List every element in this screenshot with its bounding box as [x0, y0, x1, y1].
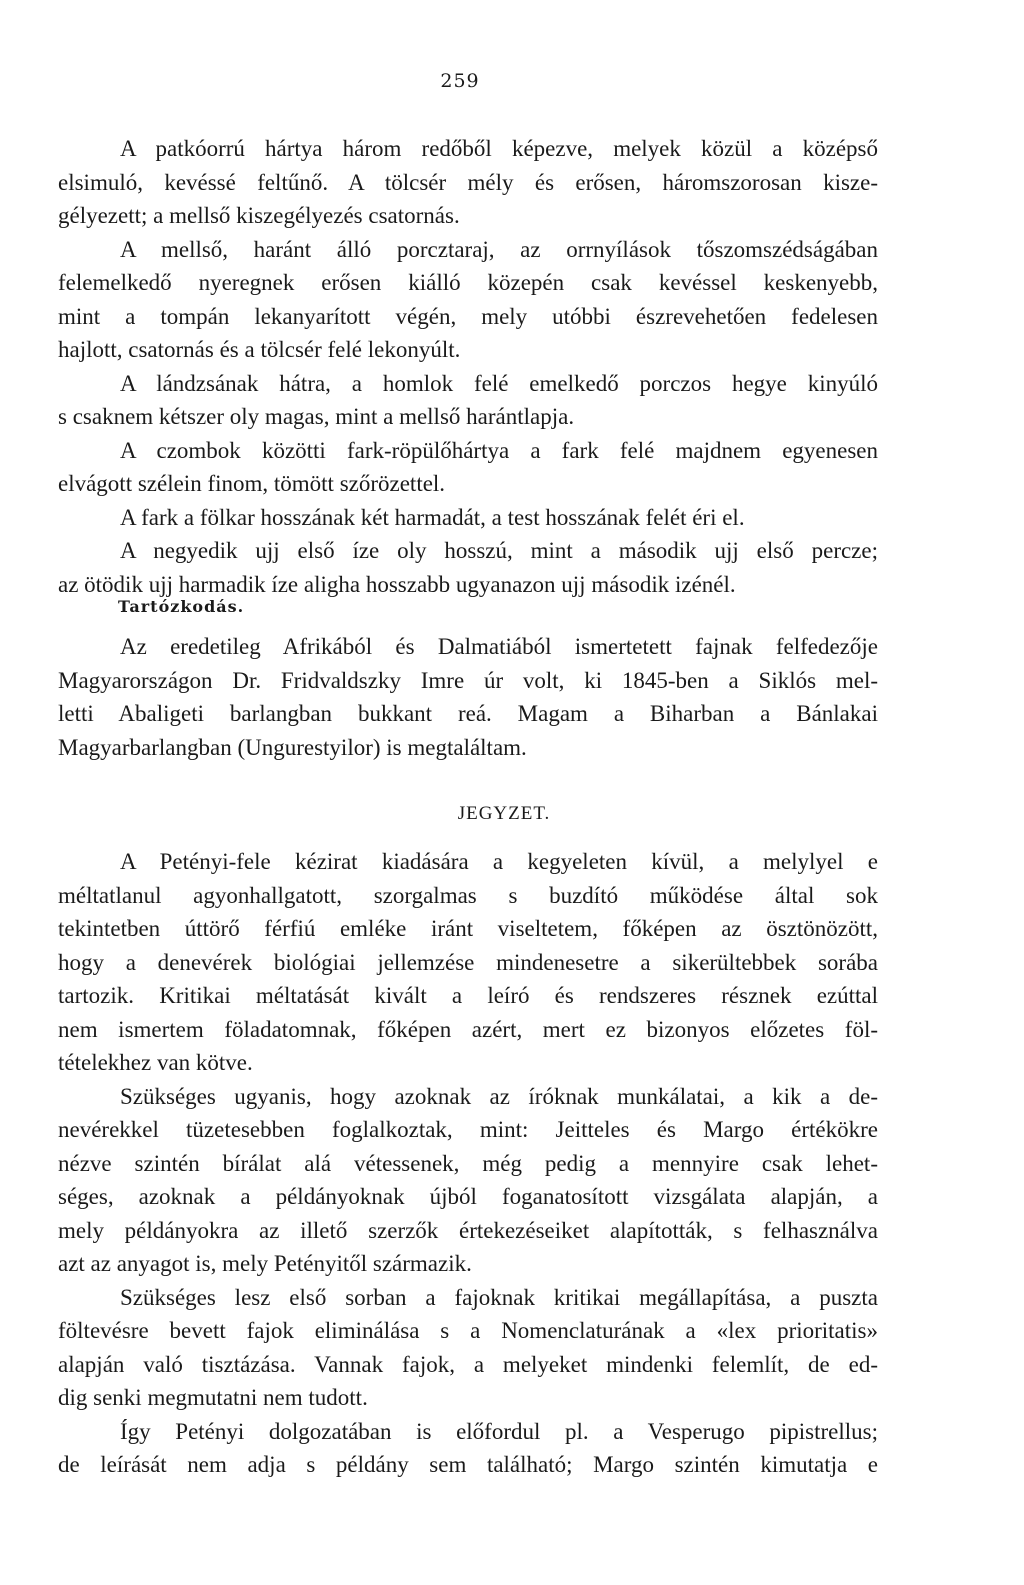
text-line: A negyedik ujj első íze oly hosszú, mint a második ujj első percze;: [120, 538, 878, 563]
text-line: A fark a fölkar hosszának két harmadát, a test hosszának felét éri el.: [120, 504, 745, 530]
section-heading-habitat: Tartózkodás.: [118, 597, 245, 616]
note-section: [58, 848, 878, 1485]
text-line: gélyezett; a mellső kiszegélyezés csatornás.: [58, 203, 460, 228]
text-line: A czombok közötti fark-röpülőhártya a fark felé majdnem egyenesen: [120, 437, 878, 463]
description-section: [58, 135, 878, 604]
text-line: nem ismertem föladatomnak, főképen azért, mert ez bizonyos előzetes föl-: [58, 1016, 878, 1042]
text-line: tételekhez van kötve.: [58, 1050, 253, 1075]
habitat-section: [58, 633, 878, 767]
page-number-text: 259: [440, 70, 480, 92]
text-line: felemelkedő nyeregnek erősen kiálló közepén csak kevéssel keskenyebb,: [58, 270, 878, 295]
text-line: elsimuló, kevéssé feltűnő. A tölcsér mély és erősen, háromszorosan kisze-: [58, 169, 878, 195]
text-line: föltevésre bevett fajok eliminálása s a Nomenclaturának a «lex prioritatis»: [58, 1318, 878, 1343]
text-line: A mellső, haránt álló porcztaraj, az orrnyílások tőszomszédságában: [120, 236, 878, 262]
text-line: hajlott, csatornás és a tölcsér felé lekonyúlt.: [58, 337, 461, 362]
text-line: mely példányokra az illető szerzők értekezéseiket alapították, s felhasználva: [58, 1217, 878, 1243]
text-line: dig senki megmutatni nem tudott.: [58, 1385, 368, 1410]
text-line: Magyarbarlangban (Ungurestyilor) is megtaláltam.: [58, 734, 527, 760]
note-title-text: JEGYZET.: [457, 803, 551, 824]
text-line: nézve szintén bírálat alá vétessenek, még pedig a mennyire csak lehet-: [58, 1150, 878, 1176]
text-line: Szükséges lesz első sorban a fajoknak kritikai megállapítása, a puszta: [120, 1284, 878, 1310]
note-title: [0, 803, 1024, 825]
text-line: A patkóorrú hártya három redőből képezve, melyek közül a középső: [120, 136, 878, 161]
text-line: s csaknem kétszer oly magas, mint a mellső harántlapja.: [58, 404, 575, 429]
text-line: tekintetben úttörő férfiú emléke iránt viseltetem, főképen az ösztönözött,: [58, 916, 878, 941]
text-line: hogy a denevérek biológiai jellemzése mindenesetre a sikerültebbek sorába: [58, 949, 878, 975]
text-line: elvágott szélein finom, tömött szőrözettel.: [58, 471, 446, 496]
text-line: letti Abaligeti barlangban bukkant reá. Magam a Biharban a Bánlakai: [58, 701, 878, 726]
text-line: séges, azoknak a példányoknak újból foganatosított vizsgálata alapján, a: [58, 1184, 878, 1209]
page-number: [0, 70, 1024, 92]
text-line: A Petényi-fele kézirat kiadására a kegyeleten kívül, a melylyel e: [120, 849, 878, 874]
text-line: Az eredetileg Afrikából és Dalmatiából ismertetett fajnak felfedezője: [120, 634, 878, 659]
text-line: A lándzsának hátra, a homlok felé emelkedő porczos hegye kinyúló: [120, 370, 878, 396]
text-line: Magyarországon Dr. Fridvaldszky Imre úr volt, ki 1845-ben a Siklós mel-: [58, 667, 878, 693]
text-line: alapján való tisztázása. Vannak fajok, a melyeket mindenki felemlít, de ed-: [58, 1351, 878, 1377]
text-line: de leírását nem adja s példány sem található; Margo szintén kimutatja e: [58, 1452, 878, 1477]
text-line: nevérekkel tüzetesebben foglalkoztak, mint: Jeitteles és Margo értékökre: [58, 1117, 878, 1142]
text-line: Így Petényi dolgozatában is előfordul pl. a Vesperugo pipistrellus;: [120, 1418, 878, 1444]
text-line: Szükséges ugyanis, hogy azoknak az íróknak munkálatai, a kik a de-: [120, 1083, 878, 1109]
text-line: méltatlanul agyonhallgatott, szorgalmas s buzdító működése által sok: [58, 882, 878, 908]
text-line: azt az anyagot is, mely Petényitől származik.: [58, 1251, 472, 1276]
text-line: mint a tompán lekanyarított végén, mely utóbbi észrevehetően fedelesen: [58, 303, 878, 329]
text-line: tartozik. Kritikai méltatását kivált a leíró és rendszeres résznek ezúttal: [58, 983, 878, 1008]
text-line: az ötödik ujj harmadik íze aligha hosszabb ugyanazon ujj második izénél.: [58, 571, 736, 597]
